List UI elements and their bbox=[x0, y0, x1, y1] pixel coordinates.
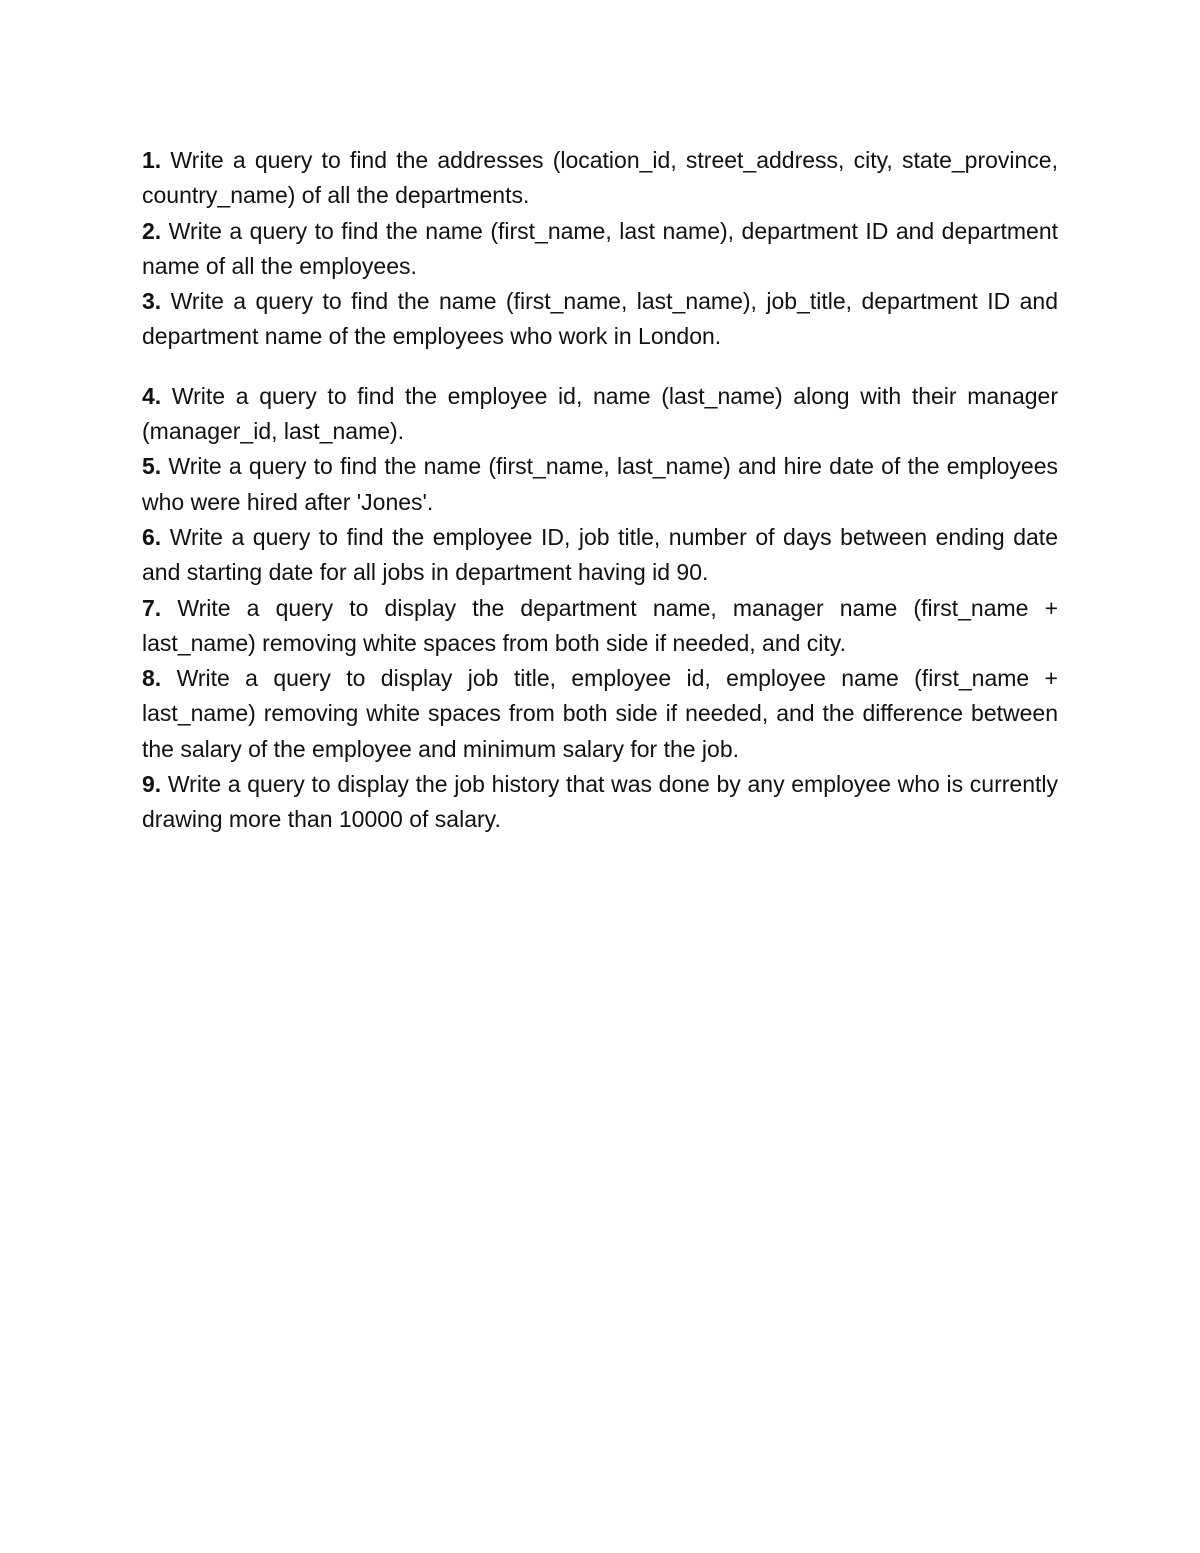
question-5 bbox=[142, 449, 1058, 520]
question-number: 7. bbox=[142, 594, 162, 621]
question-text: Write a query to find the name (first_name, last name), department ID and department name of all the employees. bbox=[142, 217, 1059, 279]
question-list bbox=[142, 143, 1058, 838]
question-number: 1. bbox=[142, 147, 162, 173]
question-number: 6. bbox=[142, 523, 162, 550]
question-text: Write a query to display the department name, manager name (first_name + last_name) removing white spaces from both side if needed, and city. bbox=[142, 594, 1059, 656]
question-7 bbox=[142, 591, 1058, 662]
question-number: 4. bbox=[142, 382, 162, 409]
question-number: 2. bbox=[142, 217, 162, 244]
question-2 bbox=[142, 214, 1058, 285]
question-4 bbox=[142, 379, 1058, 450]
question-text: Write a query to find the name (first_name, last_name) and hire date of the employees who were hired after 'Jones'. bbox=[142, 453, 1059, 515]
question-1 bbox=[142, 143, 1058, 214]
question-number: 5. bbox=[142, 453, 162, 480]
question-number: 8. bbox=[142, 665, 162, 692]
question-3 bbox=[142, 284, 1058, 355]
question-text: Write a query to find the employee id, name (last_name) along with their manager (manager_id, last_name). bbox=[142, 382, 1059, 445]
question-text: Write a query to find the addresses (location_id, street_address, city, state_province, country_name) of all the departments. bbox=[142, 147, 1058, 209]
question-text: Write a query to display job title, employee id, employee name (first_name + last_name) removing white spaces from both side if needed, and the difference between the salary of the employee and minimum salary for the job. bbox=[142, 665, 1058, 762]
question-6 bbox=[142, 520, 1058, 591]
question-9 bbox=[142, 767, 1058, 838]
question-number: 3. bbox=[142, 288, 162, 315]
question-number: 9. bbox=[142, 771, 162, 798]
question-8 bbox=[142, 661, 1058, 767]
question-text: Write a query to find the name (first_name, last_name), job_title, department ID and department name of the employees who work in London. bbox=[142, 288, 1059, 350]
question-text: Write a query to display the job history that was done by any employee who is currently drawing more than 10000 of salary. bbox=[142, 771, 1059, 833]
question-text: Write a query to find the employee ID, job title, number of days between ending date and starting date for all jobs in department having id 90. bbox=[142, 523, 1058, 586]
